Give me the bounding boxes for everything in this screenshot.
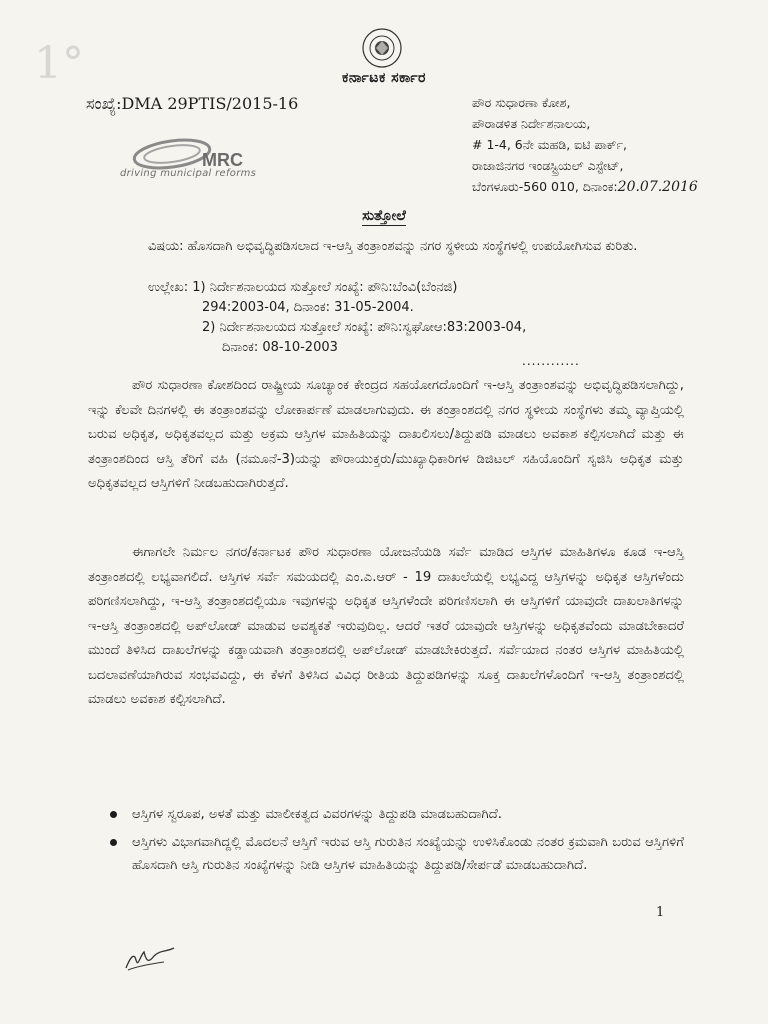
address-line: ಪೌರಾಡಳಿತ ನಿರ್ದೇಶನಾಲಯ, <box>472 116 591 131</box>
references-block <box>148 278 688 358</box>
reference-line-cont: 294:2003-04, ದಿನಾಂಕ: 31-05-2004. <box>202 300 414 315</box>
reference-item <box>148 278 688 298</box>
margin-mark: 1° <box>34 38 84 89</box>
paragraph-2 <box>88 541 684 713</box>
government-name: ಕರ್ನಾಟಕ ಸರ್ಕಾರ <box>342 70 426 86</box>
reference-number-label: 1) <box>192 280 206 295</box>
address-date-line <box>472 176 742 198</box>
reference-line-cont: ದಿನಾಂಕ: 08-10-2003 <box>222 340 338 355</box>
list-item-text: ಆಸ್ತಿಗಳ ಸ್ವರೂಪ, ಅಳತೆ ಮತ್ತು ಮಾಲೀಕತ್ವದ ವಿವರಗಳನ್ನು ತಿದ್ದುಪಡಿ ಮಾಡಬಹುದಾಗಿದೆ. <box>132 807 502 822</box>
handwritten-date: 20.07.2016 <box>617 179 698 195</box>
government-seal-icon <box>362 28 402 68</box>
subject-label: ವಿಷಯ: <box>148 239 184 254</box>
office-address <box>472 92 742 198</box>
address-city-date-label: ಬೆಂಗಳೂರು-560 010, ದಿನಾಂಕ: <box>472 179 618 194</box>
logo-tagline: driving municipal reforms <box>120 168 257 179</box>
address-line: ರಾಜಾಜಿನಗರ ಇಂಡಸ್ಟ್ರಿಯಲ್ ಎಸ್ಟೇಟ್, <box>472 158 624 173</box>
reference-line: ನಿರ್ದೇಶನಾಲಯದ ಸುತ್ತೋಲೆ ಸಂಖ್ಯೆ: ಪೌನಿ:ಬೆಂವಿ(ಬೆಂನಜಿ) <box>209 280 458 295</box>
separator-dots: ............ <box>522 354 580 368</box>
signature-icon <box>120 938 180 978</box>
paragraph-text: ಪೌರ ಸುಧಾರಣಾ ಕೋಶದಿಂದ ರಾಷ್ಟ್ರೀಯ ಸೂಚ್ಯಾಂಕ ಕೇಂದ್ರದ ಸಹಯೋಗದೊಂದಿಗೆ ಇ-ಆಸ್ತಿ ತಂತ್ರಾಂಶವನ್ನು ಅಭಿವೃದ್ಧಿಪಡಿಸಲಾಗಿದ್ದು, ಇನ್ನು ಕೆಲವೇ ದಿನಗಳಲ್ಲಿ ಈ ತಂತ್ರಾಂಶವನ್ನು ಲೋಕಾರ್ಪಣೆ ಮಾಡಲಾಗುವುದು. ಈ ತಂತ್ರಾಂಶದಲ್ಲಿ ನಗರ ಸ್ಥಳೀಯ ಸಂಸ್ಥೆಗಳು ತಮ್ಮ ವ್ಯಾಪ್ತಿಯಲ್ಲಿ ಬರುವ ಅಧಿಕೃತ, ಅಧಿಕೃತವಲ್ಲದ ಮತ್ತು ಅಕ್ರಮ ಆಸ್ತಿಗಳ ಮಾಹಿತಿಯನ್ನು ದಾಖಲಿಸಲು/ತಿದ್ದುಪಡಿ ಮಾಡಲು ಅವಕಾಶ ಕಲ್ಪಿಸಲಾಗಿದೆ ಮತ್ತು ಈ ತಂತ್ರಾಂಶದಿಂದ ಆಸ್ತಿ ತೆರಿಗೆ ವಹಿ (ನಮೂನೆ-3)ಯನ್ನು ಪೌರಾಯುಕ್ತರು/ಮುಖ್ಯಾಧಿಕಾರಿಗಳ ಡಿಜಿಟಲ್ ಸಹಿಯೊಂದಿಗೆ ಸೃಜಿಸಿ ಅಧಿಕೃತ ಮತ್ತು ಅಧಿಕೃತವಲ್ಲದ ಆಸ್ತಿಗಳಿಗೆ ನೀಡಬಹುದಾಗಿರುತ್ತದೆ. <box>88 378 684 491</box>
address-line: ಪೌರ ಸುಧಾರಣಾ ಕೋಶ, <box>472 95 571 110</box>
paragraph-1 <box>88 374 684 497</box>
bullet-list <box>106 803 684 882</box>
list-item <box>106 803 684 827</box>
paragraph-text: ಈಗಾಗಲೇ ನಿರ್ಮಲ ನಗರ/ಕರ್ನಾಟಕ ಪೌರ ಸುಧಾರಣಾ ಯೋಜನೆಯಡಿ ಸರ್ವೆ ಮಾಡಿದ ಆಸ್ತಿಗಳ ಮಾಹಿತಿಗಳೂ ಕೂಡ ಇ-ಆಸ್ತಿ ತಂತ್ರಾಂಶದಲ್ಲಿ ಲಭ್ಯವಾಗಲಿದೆ. ಆಸ್ತಿಗಳ ಸರ್ವೆ ಸಮಯದಲ್ಲಿ ಎಂ.ಎ.ಆರ್ - 19 ದಾಖಲೆಯಲ್ಲಿ ಲಭ್ಯವಿದ್ದ ಆಸ್ತಿಗಳನ್ನು ಅಧಿಕೃತ ಆಸ್ತಿಗಳೆಂದು ಪರಿಗಣಿಸಲಾಗಿದ್ದು, ಇ-ಆಸ್ತಿ ತಂತ್ರಾಂಶದಲ್ಲಿಯೂ ಇವುಗಳನ್ನು ಅಧಿಕೃತ ಆಸ್ತಿಗಳೆಂದೇ ಪರಿಗಣಿಸಲಾಗಿ ಈ ಆಸ್ತಿಗಳಿಗೆ ಯಾವುದೇ ದಾಖಲಾತಿಗಳನ್ನು ಇ-ಆಸ್ತಿ ತಂತ್ರಾಂಶದಲ್ಲಿ ಅಪ್‌ಲೋಡ್ ಮಾಡುವ ಅವಶ್ಯಕತೆ ಇರುವುದಿಲ್ಲ. ಆದರೆ ಇತರೆ ಯಾವುದೇ ಆಸ್ತಿಗಳನ್ನು ಅಧಿಕೃತವೆಂದು ಮಾಡಬೇಕಾದರೆ ಮುಂದೆ ತಿಳಿಸಿದ ದಾಖಲೆಗಳನ್ನು ಕಡ್ಡಾಯವಾಗಿ ತಂತ್ರಾಂಶದಲ್ಲಿ ಅಪ್‌ಲೋಡ್ ಮಾಡಬೇಕಿರುತ್ತದೆ. ಸರ್ವೆಯಾದ ನಂತರ ಆಸ್ತಿಗಳ ಮಾಹಿತಿಯಲ್ಲಿ ಬದಲಾವಣೆಯಾಗಿರುವ ಸಂಭವವಿದ್ದು, ಈ ಕೆಳಗೆ ತಿಳಿಸಿದ ವಿವಿಧ ರೀತಿಯ ತಿದ್ದುಪಡಿಗಳನ್ನು ಸೂಕ್ತ ದಾಖಲೆಗಳೊಂದಿಗೆ ಇ-ಆಸ್ತಿ ತಂತ್ರಾಂಶದಲ್ಲಿ ಮಾಡಲು ಅವಕಾಶ ಕಲ್ಪಿಸಲಾಗಿದೆ. <box>88 545 684 707</box>
list-item <box>106 831 684 878</box>
logo-mark-text: MRC <box>202 150 243 170</box>
page-number: 1 <box>656 905 665 920</box>
reference-number: ಸಂಖ್ಯೆ:DMA 29PTIS/2015-16 <box>86 94 299 113</box>
reference-item <box>148 318 688 338</box>
reference-number-label: 2) <box>202 320 216 335</box>
bullet-icon <box>110 839 117 846</box>
reference-label: ಉಲ್ಲೇಖ: <box>148 280 189 295</box>
smrc-logo-icon <box>120 136 270 188</box>
circular-title <box>0 208 768 224</box>
subject-text: ಹೊಸದಾಗಿ ಅಭಿವೃದ್ಧಿಪಡಿಸಲಾದ ಇ-ಆಸ್ತಿ ತಂತ್ರಾಂಶವನ್ನು ನಗರ ಸ್ಥಳೀಯ ಸಂಸ್ಥೆಗಳಲ್ಲಿ ಉಪಯೋಗಿಸುವ ಕುರಿತು. <box>187 239 638 254</box>
list-item-text: ಆಸ್ತಿಗಳು ವಿಭಾಗವಾಗಿದ್ದಲ್ಲಿ ಮೊದಲನೆ ಆಸ್ತಿಗೆ ಇರುವ ಆಸ್ತಿ ಗುರುತಿನ ಸಂಖ್ಯೆಯನ್ನು ಉಳಿಸಿಕೊಂಡು ನಂತರ ಕ್ರಮವಾಗಿ ಬರುವ ಆಸ್ತಿಗಳಿಗೆ ಹೊಸದಾಗಿ ಆಸ್ತಿ ಗುರುತಿನ ಸಂಖ್ಯೆಗಳನ್ನು ನೀಡಿ ಆಸ್ತಿಗಳ ಮಾಹಿತಿಯನ್ನು ತಿದ್ದುಪಡಿ/ಸೇರ್ಪಡೆ ಮಾಡಬಹುದಾಗಿದೆ. <box>132 834 684 873</box>
circular-title-text: ಸುತ್ತೋಲೆ <box>362 208 406 224</box>
bullet-icon <box>110 811 117 818</box>
reference-line: ನಿರ್ದೇಶನಾಲಯದ ಸುತ್ತೋಲೆ ಸಂಖ್ಯೆ: ಪೌನಿ:ಸ್ವಘೋಆ:83:2003-04, <box>219 320 527 335</box>
address-line: # 1-4, 6ನೇ ಮಹಡಿ, ಐಟಿ ಪಾರ್ಕ್, <box>472 137 627 152</box>
subject-block <box>148 236 668 257</box>
